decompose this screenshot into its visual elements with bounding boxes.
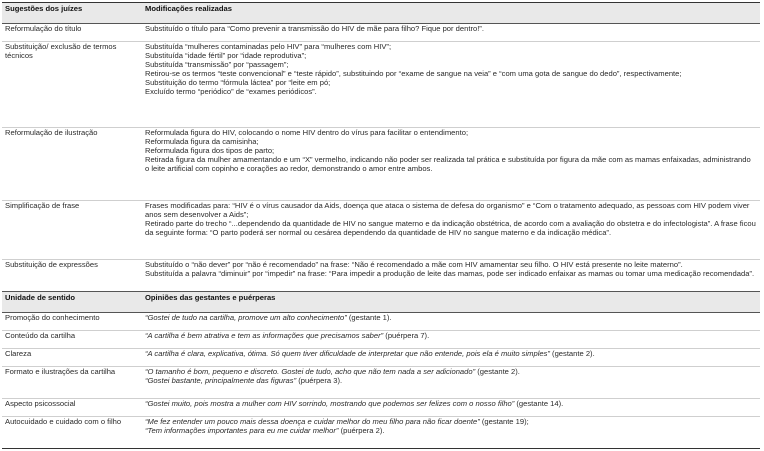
opinion-source: (gestante 14). <box>514 398 564 408</box>
modification-line: Frases modificadas para: “HIV é o vírus causador da Aids, doença que ataca o sistema de defesa do organismo” e “Com o tratamento adequado, as pessoas com HIV podem viver anos sem desenvolver a Aids”; <box>145 200 750 219</box>
opinion-cell <box>142 398 760 416</box>
opinion-row <box>2 367 760 399</box>
header-modifications: Modificações realizadas <box>142 3 760 24</box>
modification-cell <box>142 259 760 291</box>
opinion-quote: “Gostei bastante, principalmente das figuras” <box>145 376 297 386</box>
opinion-cell <box>142 417 760 449</box>
header-row-opinions <box>2 291 760 312</box>
opinion-line <box>145 400 757 409</box>
opinion-source: (puérpera 7). <box>383 330 430 340</box>
modification-line: Excluído termo “periódico” de “exames periódicos”. <box>145 86 317 96</box>
opinion-quote: “A cartilha é bem atrativa e tem as informações que precisamos saber” <box>145 330 384 340</box>
opinion-label: Autocuidado e cuidado com o filho <box>2 417 142 449</box>
modification-cell <box>142 128 760 201</box>
opinion-source: (gestante 2). <box>549 349 595 359</box>
suggestion-label: Simplificação de frase <box>2 200 142 259</box>
opinion-source: (gestante 19); <box>479 417 529 427</box>
opinion-line <box>145 350 757 359</box>
modification-line: Substituição do termo “fórmula láctea” por “leite em pó; <box>145 77 331 87</box>
opinion-row <box>2 330 760 348</box>
table-body <box>2 3 760 449</box>
suggestion-row <box>2 200 760 259</box>
opinion-label: Formato e ilustrações da cartilha <box>2 367 142 399</box>
modification-cell <box>142 24 760 42</box>
modification-line: Retirou-se os termos “teste convencional” e “teste rápido”, substituindo por “exame de sangue na veia” e “com uma gota de sangue do dedo”, respectivamente; <box>145 69 682 79</box>
opinion-row <box>2 312 760 330</box>
opinion-quote: “Tem informações importantes para eu me cuidar melhor” <box>145 426 339 436</box>
suggestion-row <box>2 24 760 42</box>
suggestion-label: Reformulação do título <box>2 24 142 42</box>
header-suggestions: Sugestões dos juízes <box>2 3 142 24</box>
opinion-quote: “Me fez entender um pouco mais dessa doença e cuidar melhor do meu filho para não ficar doente” <box>145 417 480 427</box>
modification-cell <box>142 200 760 259</box>
suggestion-row <box>2 259 760 291</box>
opinion-quote: “O tamanho é bom, pequeno e discreto. Gostei de tudo, acho que não tem nada a ser adicionado” <box>145 367 476 377</box>
modification-line: Reformulada figura da camisinha; <box>145 137 259 147</box>
opinion-label: Aspecto psicossocial <box>2 398 142 416</box>
opinion-quote: “Gostei de tudo na cartilha, promove um alto conhecimento” <box>145 312 347 322</box>
judges-suggestions-table <box>2 2 760 449</box>
modification-line: Reformulada figura do HIV, colocando o nome HIV dentro do vírus para facilitar o entendimento; <box>145 128 469 138</box>
opinion-source: (gestante 2). <box>475 367 520 377</box>
header-unit-of-meaning: Unidade de sentido <box>2 291 142 312</box>
opinion-quote: “A cartilha é clara, explicativa, ótima. Só quem tiver dificuldade de interpretar que não entende, pois ela é muito simples” <box>145 349 550 359</box>
opinion-source: (puérpera 2). <box>338 426 385 436</box>
opinion-line <box>145 332 757 341</box>
modification-line: Substituído o título para “Como prevenir a transmissão do HIV de mãe para filho? Fique por dentro!”. <box>145 24 484 34</box>
suggestion-row <box>2 128 760 201</box>
header-row-suggestions <box>2 3 760 24</box>
opinion-label: Conteúdo da cartilha <box>2 330 142 348</box>
opinion-line <box>145 377 757 386</box>
modification-line: Retirado parte do trecho “...dependendo da quantidade de HIV no sangue materno e da indicação obstétrica, de acordo com a avaliação do obstetra e do infectologista”. A frase ficou da seguinte forma: “O parto poderá ser normal ou cesárea dependendo da quantidade de HIV no sangue materno e da indicação médica”. <box>145 218 756 237</box>
suggestion-label: Substituição/ exclusão de termos técnicos <box>2 42 142 128</box>
modification-line: Substituída “mulheres contaminadas pelo HIV” para “mulheres com HIV”; <box>145 42 392 52</box>
modification-line: Substituído o “não dever” por “não é recomendado” na frase: “Não é recomendado a mãe com HIV amamentar seu filho. O HIV está presente no leite materno”. <box>145 259 683 269</box>
opinion-row <box>2 417 760 449</box>
opinion-cell <box>142 367 760 399</box>
opinion-label: Clareza <box>2 349 142 367</box>
opinion-cell <box>142 312 760 330</box>
opinion-row <box>2 398 760 416</box>
modification-line: Substituída a palavra “diminuir” por “impedir” na frase: “Para impedir a produção de leite das mamas, pode ser indicado enfaixar as mamas ou tomar uma medicação recomendada”. <box>145 268 755 278</box>
opinion-cell <box>142 349 760 367</box>
opinion-quote: “Gostei muito, pois mostra a mulher com HIV sorrindo, mostrando que podemos ser felizes com o nosso filho” <box>145 398 515 408</box>
suggestion-row <box>2 42 760 128</box>
opinion-line <box>145 427 757 436</box>
header-opinions: Opiniões das gestantes e puérperas <box>142 291 760 312</box>
modification-line: Retirada figura da mulher amamentando e um “X” vermelho, indicando não poder ser realizada tal prática e substituída por figura da mãe com as mamas enfaixadas, administrando o leite artificial com copinho e corações ao redor, demonstrando o amor entre ambos. <box>145 155 751 174</box>
opinion-line <box>145 314 757 323</box>
modification-cell <box>142 42 760 128</box>
opinion-cell <box>142 330 760 348</box>
modification-line: Substituída “transmissão” por “passagem”; <box>145 60 289 70</box>
opinion-source: (puérpera 3). <box>296 376 343 386</box>
suggestion-label: Reformulação de ilustração <box>2 128 142 201</box>
suggestion-label: Substituição de expressões <box>2 259 142 291</box>
opinion-row <box>2 349 760 367</box>
opinion-source: (gestante 1). <box>346 312 392 322</box>
opinion-label: Promoção do conhecimento <box>2 312 142 330</box>
modification-line: Reformulada figura dos tipos de parto; <box>145 146 275 156</box>
modification-line: Substituída “idade fértil” por “idade reprodutiva”; <box>145 51 307 61</box>
